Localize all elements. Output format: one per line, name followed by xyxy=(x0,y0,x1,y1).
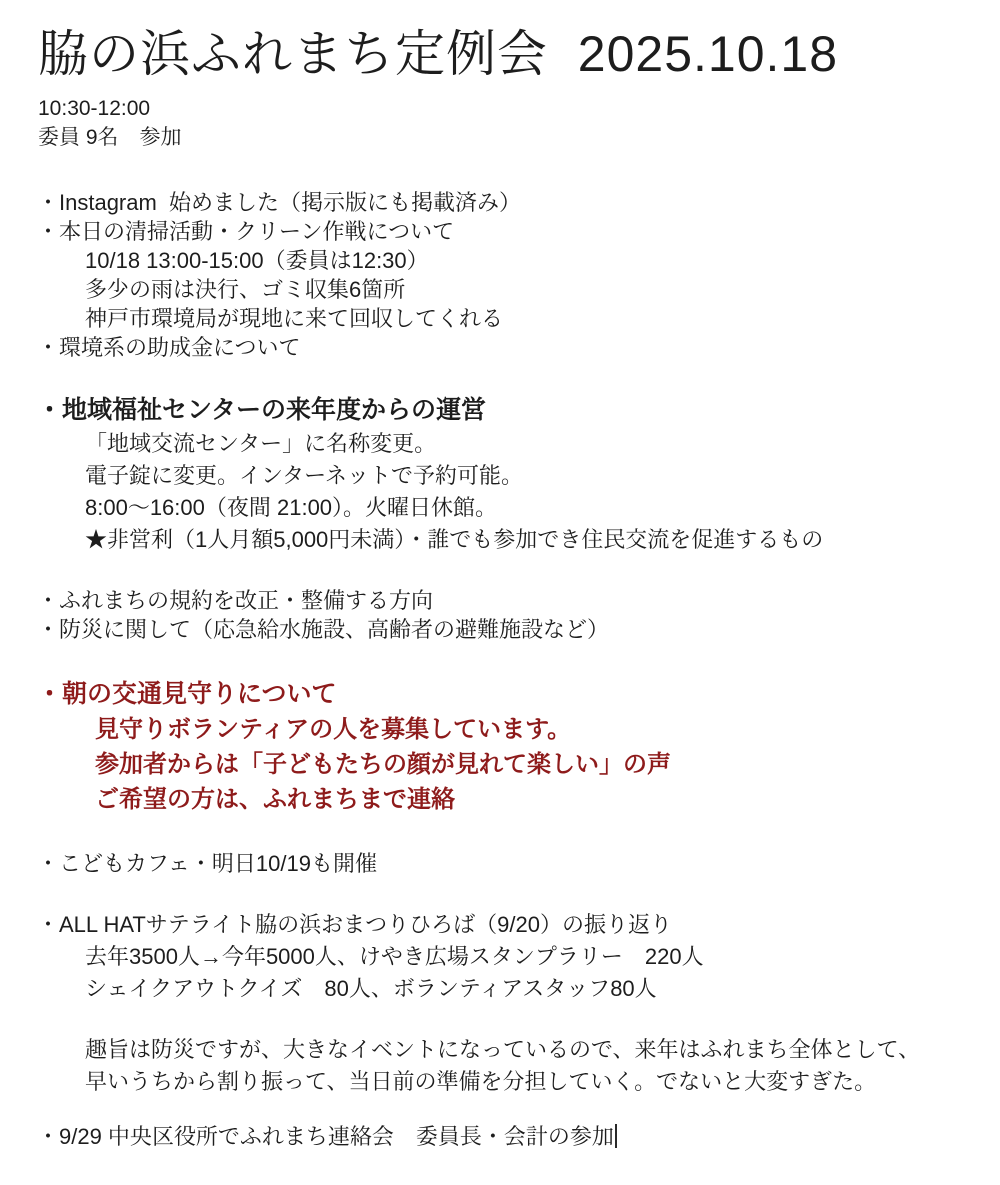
bullet-line-rules: ・ふれまちの規約を改正・整備する方向 xyxy=(37,588,434,613)
section-all-hat xyxy=(0,909,1000,1005)
section-liaison xyxy=(0,1122,1000,1151)
detail-line-allhat-visitors: 去年3500人→今年5000人、けやき広場スタンプラリー 220人 xyxy=(85,944,704,969)
detail-line-center-hours: 8:00～16:00（夜間 21:00）。火曜日休館。 xyxy=(85,495,498,520)
detail-line-reflection-1: 趣旨は防災ですが、大きなイベントになっているので、来年はふれまち全体として、 xyxy=(85,1037,921,1062)
detail-line-watch-voice: 参加者からは「子どもたちの顔が見れて楽しい」の声 xyxy=(95,751,671,778)
detail-line-center-lock: 電子錠に変更。インターネットで予約可能。 xyxy=(85,463,524,488)
bullet-line-cleanup: ・本日の清掃活動・クリーン作戦について xyxy=(37,219,455,244)
bullet-line-subsidy: ・環境系の助成金について xyxy=(37,335,301,360)
detail-line-watch-contact: ご希望の方は、ふれまちまで連絡 xyxy=(95,786,455,813)
meeting-meta xyxy=(38,94,1000,152)
section-morning-watch xyxy=(0,676,1000,817)
page-title: 脇の浜ふれまち定例会 2025.10.18 xyxy=(38,26,839,82)
bullet-line-disaster: ・防災に関して（応急給水施設、高齢者の避難施設など） xyxy=(37,617,610,642)
text-cursor xyxy=(615,1124,617,1148)
meeting-attendance: 委員 9名 参加 xyxy=(38,126,182,149)
liaison-text: ・9/29 中央区役所でふれまち連絡会 委員長・会計の参加 xyxy=(37,1124,614,1149)
detail-line-cleanup-city: 神戸市環境局が現地に来て回収してくれる xyxy=(85,306,504,331)
section-heading-morning-watch: ・朝の交通見守りについて xyxy=(37,680,337,708)
detail-line-cleanup-rain: 多少の雨は決行、ゴミ収集6箇所 xyxy=(85,277,406,302)
detail-line-cleanup-time: 10/18 13:00-15:00（委員は12:30） xyxy=(85,248,429,273)
detail-line-reflection-2: 早いうちから割り振って、当日前の準備を分担していく。でないと大変すぎた。 xyxy=(85,1069,877,1094)
detail-line-allhat-quiz: シェイクアウトクイズ 80人、ボランティアスタッフ80人 xyxy=(85,976,657,1001)
bullet-line-kids-cafe: ・こどもカフェ・明日10/19も開催 xyxy=(37,851,377,876)
bullet-line-instagram: ・Instagram 始めました（掲示版にも掲載済み） xyxy=(37,190,522,215)
detail-line-watch-recruit: 見守りボランティアの人を募集しています。 xyxy=(95,716,572,743)
section-heading-center: ・地域福祉センターの来年度からの運営 xyxy=(37,396,487,424)
bullet-line-allhat: ・ALL HATサテライト脇の浜おまつりひろば（9/20）の振り返り xyxy=(37,912,672,937)
meeting-time: 10:30-12:00 xyxy=(38,97,151,120)
bullet-line-liaison xyxy=(0,1122,1000,1151)
section-kids-cafe xyxy=(0,849,1000,878)
section-center-operation xyxy=(0,392,1000,556)
section-updates xyxy=(0,188,1000,362)
section-misc xyxy=(0,586,1000,644)
detail-line-center-nonprofit: ★非営利（1人月額5,000円未満）・誰でも参加でき住民交流を促進するもの xyxy=(85,527,824,552)
section-all-hat-reflection xyxy=(0,1034,1000,1098)
detail-line-center-rename: 「地域交流センター」に名称変更。 xyxy=(85,431,437,456)
